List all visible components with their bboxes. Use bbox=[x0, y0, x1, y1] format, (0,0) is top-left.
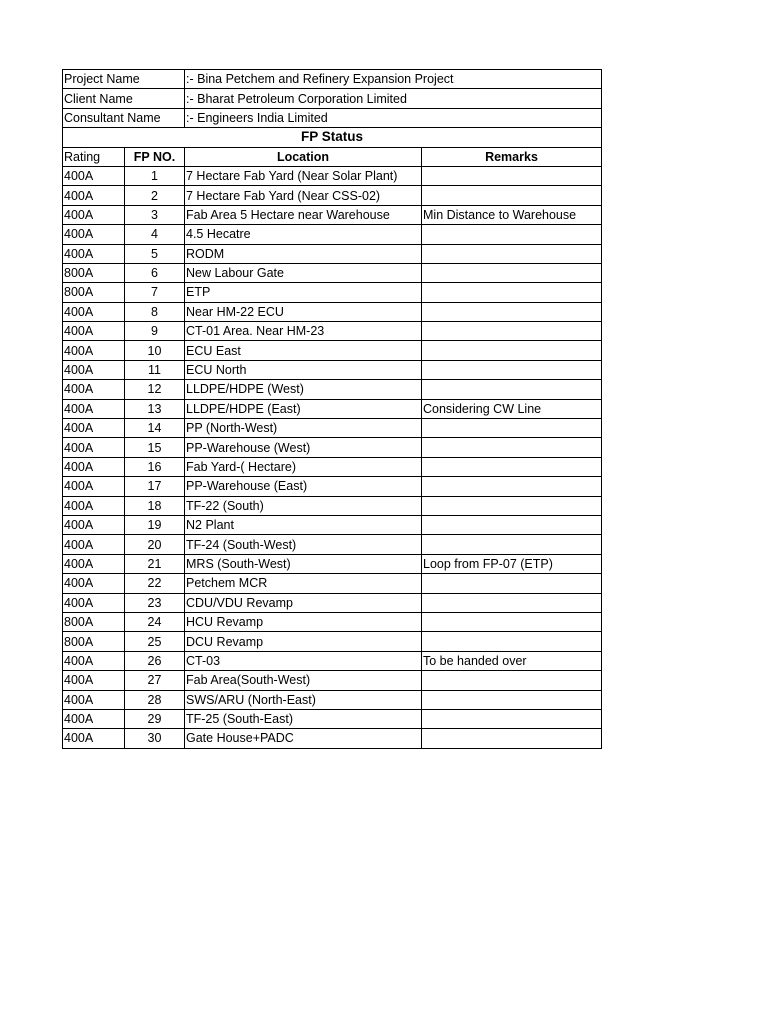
cell-location: 7 Hectare Fab Yard (Near CSS-02) bbox=[185, 186, 422, 205]
table-row bbox=[63, 322, 602, 341]
cell-location: SWS/ARU (North-East) bbox=[185, 690, 422, 709]
cell-location: Near HM-22 ECU bbox=[185, 302, 422, 321]
cell-fp-no: 7 bbox=[125, 283, 185, 302]
cell-rating: 400A bbox=[63, 729, 125, 748]
cell-fp-no: 4 bbox=[125, 225, 185, 244]
cell-location: Fab Area 5 Hectare near Warehouse bbox=[185, 205, 422, 224]
cell-fp-no: 11 bbox=[125, 360, 185, 379]
cell-rating: 400A bbox=[63, 593, 125, 612]
cell-rating: 400A bbox=[63, 554, 125, 573]
cell-location: TF-22 (South) bbox=[185, 496, 422, 515]
cell-rating: 800A bbox=[63, 632, 125, 651]
cell-fp-no: 30 bbox=[125, 729, 185, 748]
table-row bbox=[63, 671, 602, 690]
cell-fp-no: 5 bbox=[125, 244, 185, 263]
cell-fp-no: 28 bbox=[125, 690, 185, 709]
data-section bbox=[63, 166, 602, 748]
meta-value: :- Bina Petchem and Refinery Expansion Project bbox=[185, 70, 602, 89]
cell-remarks bbox=[422, 341, 602, 360]
cell-remarks bbox=[422, 477, 602, 496]
cell-remarks bbox=[422, 632, 602, 651]
header-row bbox=[63, 147, 602, 166]
cell-location: N2 Plant bbox=[185, 515, 422, 534]
cell-location: Fab Yard-( Hectare) bbox=[185, 457, 422, 476]
cell-remarks bbox=[422, 593, 602, 612]
meta-row bbox=[63, 89, 602, 108]
cell-remarks bbox=[422, 360, 602, 379]
cell-fp-no: 13 bbox=[125, 399, 185, 418]
sheet-title: FP Status bbox=[63, 128, 602, 147]
cell-remarks bbox=[422, 380, 602, 399]
cell-location: LLDPE/HDPE (East) bbox=[185, 399, 422, 418]
cell-location: Fab Area(South-West) bbox=[185, 671, 422, 690]
cell-rating: 400A bbox=[63, 457, 125, 476]
cell-remarks: Min Distance to Warehouse bbox=[422, 205, 602, 224]
cell-rating: 400A bbox=[63, 225, 125, 244]
cell-rating: 800A bbox=[63, 612, 125, 631]
cell-fp-no: 17 bbox=[125, 477, 185, 496]
cell-remarks: Considering CW Line bbox=[422, 399, 602, 418]
cell-rating: 400A bbox=[63, 322, 125, 341]
cell-location: 4.5 Hecatre bbox=[185, 225, 422, 244]
cell-rating: 800A bbox=[63, 283, 125, 302]
cell-location: New Labour Gate bbox=[185, 263, 422, 282]
table-row bbox=[63, 205, 602, 224]
cell-location: TF-24 (South-West) bbox=[185, 535, 422, 554]
cell-rating: 400A bbox=[63, 438, 125, 457]
table-row bbox=[63, 457, 602, 476]
cell-location: Petchem MCR bbox=[185, 574, 422, 593]
cell-fp-no: 6 bbox=[125, 263, 185, 282]
meta-label: Consultant Name bbox=[63, 108, 185, 127]
table-row bbox=[63, 302, 602, 321]
cell-rating: 400A bbox=[63, 244, 125, 263]
cell-rating: 400A bbox=[63, 380, 125, 399]
cell-fp-no: 1 bbox=[125, 166, 185, 185]
cell-location: CT-03 bbox=[185, 651, 422, 670]
table-row bbox=[63, 225, 602, 244]
col-header-location: Location bbox=[185, 147, 422, 166]
cell-remarks bbox=[422, 186, 602, 205]
cell-remarks: Loop from FP-07 (ETP) bbox=[422, 554, 602, 573]
title-section bbox=[63, 128, 602, 167]
cell-rating: 400A bbox=[63, 535, 125, 554]
fp-status-sheet bbox=[62, 69, 602, 749]
cell-location: PP-Warehouse (East) bbox=[185, 477, 422, 496]
col-header-remarks: Remarks bbox=[422, 147, 602, 166]
cell-rating: 400A bbox=[63, 205, 125, 224]
cell-remarks bbox=[422, 302, 602, 321]
table-row bbox=[63, 341, 602, 360]
cell-fp-no: 29 bbox=[125, 709, 185, 728]
cell-location: CDU/VDU Revamp bbox=[185, 593, 422, 612]
cell-fp-no: 19 bbox=[125, 515, 185, 534]
cell-remarks bbox=[422, 515, 602, 534]
cell-fp-no: 3 bbox=[125, 205, 185, 224]
cell-location: DCU Revamp bbox=[185, 632, 422, 651]
table-row bbox=[63, 399, 602, 418]
cell-fp-no: 27 bbox=[125, 671, 185, 690]
cell-remarks bbox=[422, 322, 602, 341]
cell-fp-no: 14 bbox=[125, 419, 185, 438]
cell-remarks bbox=[422, 457, 602, 476]
table-row bbox=[63, 632, 602, 651]
table-row bbox=[63, 574, 602, 593]
table-row bbox=[63, 554, 602, 573]
cell-location: ECU East bbox=[185, 341, 422, 360]
cell-fp-no: 23 bbox=[125, 593, 185, 612]
table-row bbox=[63, 380, 602, 399]
table-row bbox=[63, 535, 602, 554]
cell-remarks bbox=[422, 496, 602, 515]
cell-fp-no: 21 bbox=[125, 554, 185, 573]
cell-remarks bbox=[422, 612, 602, 631]
cell-rating: 400A bbox=[63, 186, 125, 205]
cell-location: HCU Revamp bbox=[185, 612, 422, 631]
cell-location: PP (North-West) bbox=[185, 419, 422, 438]
cell-location: TF-25 (South-East) bbox=[185, 709, 422, 728]
cell-fp-no: 18 bbox=[125, 496, 185, 515]
table-row bbox=[63, 360, 602, 379]
cell-fp-no: 8 bbox=[125, 302, 185, 321]
table-row bbox=[63, 477, 602, 496]
cell-rating: 400A bbox=[63, 419, 125, 438]
cell-rating: 400A bbox=[63, 671, 125, 690]
cell-remarks bbox=[422, 283, 602, 302]
cell-rating: 400A bbox=[63, 574, 125, 593]
table-row bbox=[63, 709, 602, 728]
table-row bbox=[63, 438, 602, 457]
cell-rating: 400A bbox=[63, 651, 125, 670]
cell-location: ECU North bbox=[185, 360, 422, 379]
cell-remarks bbox=[422, 574, 602, 593]
cell-remarks bbox=[422, 729, 602, 748]
cell-remarks bbox=[422, 419, 602, 438]
cell-rating: 400A bbox=[63, 477, 125, 496]
table-row bbox=[63, 729, 602, 748]
cell-remarks bbox=[422, 535, 602, 554]
cell-fp-no: 2 bbox=[125, 186, 185, 205]
cell-rating: 400A bbox=[63, 709, 125, 728]
cell-fp-no: 15 bbox=[125, 438, 185, 457]
cell-remarks bbox=[422, 690, 602, 709]
cell-fp-no: 9 bbox=[125, 322, 185, 341]
meta-label: Client Name bbox=[63, 89, 185, 108]
cell-remarks bbox=[422, 671, 602, 690]
meta-section bbox=[63, 70, 602, 128]
table-row bbox=[63, 186, 602, 205]
table-row bbox=[63, 690, 602, 709]
cell-rating: 400A bbox=[63, 690, 125, 709]
cell-remarks bbox=[422, 244, 602, 263]
table-row bbox=[63, 651, 602, 670]
cell-remarks bbox=[422, 709, 602, 728]
cell-fp-no: 22 bbox=[125, 574, 185, 593]
cell-location: ETP bbox=[185, 283, 422, 302]
table-row bbox=[63, 263, 602, 282]
cell-location: PP-Warehouse (West) bbox=[185, 438, 422, 457]
cell-location: 7 Hectare Fab Yard (Near Solar Plant) bbox=[185, 166, 422, 185]
cell-rating: 400A bbox=[63, 399, 125, 418]
col-header-fp-no: FP NO. bbox=[125, 147, 185, 166]
meta-value: :- Bharat Petroleum Corporation Limited bbox=[185, 89, 602, 108]
title-row bbox=[63, 128, 602, 147]
table-row bbox=[63, 244, 602, 263]
cell-fp-no: 12 bbox=[125, 380, 185, 399]
cell-remarks bbox=[422, 166, 602, 185]
cell-rating: 400A bbox=[63, 515, 125, 534]
table-row bbox=[63, 419, 602, 438]
cell-rating: 400A bbox=[63, 360, 125, 379]
cell-rating: 400A bbox=[63, 496, 125, 515]
cell-remarks: To be handed over bbox=[422, 651, 602, 670]
cell-rating: 800A bbox=[63, 263, 125, 282]
meta-value: :- Engineers India Limited bbox=[185, 108, 602, 127]
cell-fp-no: 24 bbox=[125, 612, 185, 631]
cell-rating: 400A bbox=[63, 302, 125, 321]
table-row bbox=[63, 166, 602, 185]
cell-fp-no: 26 bbox=[125, 651, 185, 670]
table-row bbox=[63, 283, 602, 302]
meta-row bbox=[63, 108, 602, 127]
table-row bbox=[63, 593, 602, 612]
cell-location: MRS (South-West) bbox=[185, 554, 422, 573]
cell-fp-no: 10 bbox=[125, 341, 185, 360]
meta-row bbox=[63, 70, 602, 89]
cell-rating: 400A bbox=[63, 341, 125, 360]
cell-fp-no: 16 bbox=[125, 457, 185, 476]
cell-rating: 400A bbox=[63, 166, 125, 185]
cell-location: Gate House+PADC bbox=[185, 729, 422, 748]
cell-location: RODM bbox=[185, 244, 422, 263]
table-row bbox=[63, 612, 602, 631]
cell-location: LLDPE/HDPE (West) bbox=[185, 380, 422, 399]
cell-fp-no: 20 bbox=[125, 535, 185, 554]
cell-remarks bbox=[422, 225, 602, 244]
col-header-rating: Rating bbox=[63, 147, 125, 166]
table-row bbox=[63, 515, 602, 534]
cell-remarks bbox=[422, 263, 602, 282]
meta-label: Project Name bbox=[63, 70, 185, 89]
cell-location: CT-01 Area. Near HM-23 bbox=[185, 322, 422, 341]
cell-remarks bbox=[422, 438, 602, 457]
cell-fp-no: 25 bbox=[125, 632, 185, 651]
table-row bbox=[63, 496, 602, 515]
